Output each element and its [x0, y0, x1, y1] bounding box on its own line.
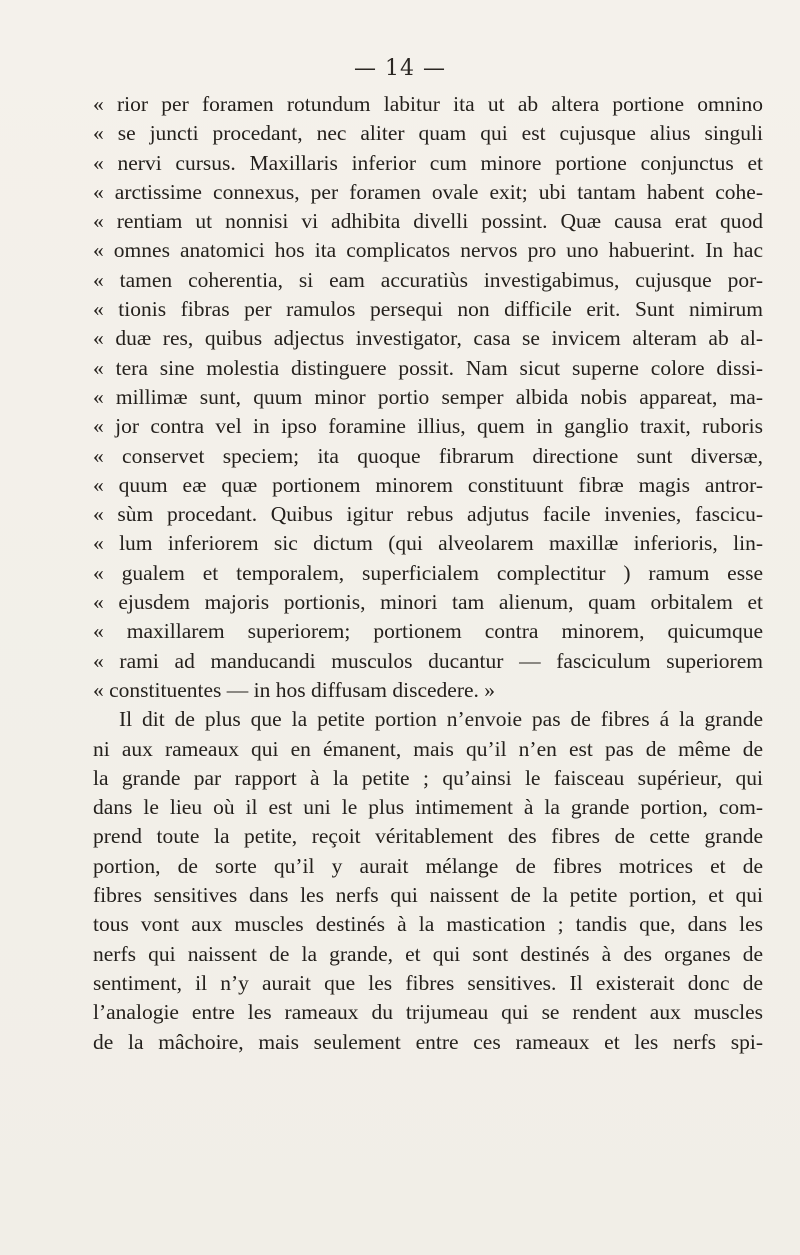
text-line: de la mâchoire, mais seulement entre ces rameaux et les nerfs spi-: [93, 1029, 763, 1054]
text-line: « sùm procedant. Quibus igitur rebus adjutus facile invenies, fascicu-: [93, 502, 763, 527]
text-line: Il dit de plus que la petite portion n’envoie pas de fibres á la grande: [119, 707, 763, 732]
text-line: « conservet speciem; ita quoque fibrarum directione sunt diversæ,: [93, 443, 763, 468]
text-line: « maxillarem superiorem; portionem contra minorem, quicumque: [93, 619, 763, 644]
text-line: « quum eæ quæ portionem minorem constituunt fibræ magis antror-: [93, 472, 763, 497]
text-line: « millimæ sunt, quum minor portio semper albida nobis appareat, ma-: [93, 384, 763, 409]
text-line: « nervi cursus. Maxillaris inferior cum minore portione conjunctus et: [93, 150, 763, 175]
text-line: tous vont aux muscles destinés à la mastication ; tandis que, dans les: [93, 912, 763, 937]
text-line: « rentiam ut nonnisi vi adhibita divelli possint. Quæ causa erat quod: [93, 209, 763, 234]
text-line: l’analogie entre les rameaux du trijumeau qui se rendent aux muscles: [93, 1000, 763, 1025]
french-paragraph: [93, 705, 763, 1057]
text-line: « tera sine molestia distinguere possit. Nam sicut superne colore dissi-: [93, 355, 763, 380]
text-line: « lum inferiorem sic dictum (qui alveolarem maxillæ inferioris, lin-: [93, 531, 763, 556]
text-line: « tionis fibras per ramulos persequi non difficile erit. Sunt nimirum: [93, 297, 763, 322]
text-line: dans le lieu où il est uni le plus intimement à la grande portion, com-: [93, 795, 763, 820]
text-line: « tamen coherentia, si eam accuratiùs investigabimus, cujusque por-: [93, 267, 763, 292]
text-line: « ejusdem majoris portionis, minori tam alienum, quam orbitalem et: [93, 590, 763, 615]
latin-quote: [93, 90, 763, 705]
text-line: portion, de sorte qu’il y aurait mélange de fibres motrices et de: [93, 853, 763, 878]
text-line: « jor contra vel in ipso foramine illius, quem in ganglio traxit, ruboris: [93, 414, 763, 439]
text-line: « rior per foramen rotundum labitur ita ut ab altera portione omnino: [93, 92, 763, 116]
text-line: « rami ad manducandi musculos ducantur — fasciculum superiorem: [93, 648, 763, 673]
text-line: « arctissime connexus, per foramen ovale exit; ubi tantam habent cohe-: [93, 179, 763, 204]
text-line: ni aux rameaux qui en émanent, mais qu’il n’en est pas de même de: [93, 736, 763, 761]
text-line: « constituentes — in hos diffusam discedere. »: [93, 677, 496, 702]
text-line: nerfs qui naissent de la grande, et qui sont destinés à des organes de: [93, 941, 763, 966]
text-line: prend toute la petite, reçoit véritablement des fibres de cette grande: [93, 824, 763, 849]
text-line: « gualem et temporalem, superficialem complectitur ) ramum esse: [93, 560, 763, 585]
page-number: — 14 —: [354, 56, 446, 81]
body-text: [93, 90, 763, 1057]
text-line: fibres sensitives dans les nerfs qui naissent de la petite portion, et qui: [93, 883, 763, 908]
text-line: « se juncti procedant, nec aliter quam qui est cujusque alius singuli: [93, 121, 763, 146]
text-line: « omnes anatomici hos ita complicatos nervos pro uno habuerint. In hac: [93, 238, 763, 263]
text-line: « duæ res, quibus adjectus investigator, casa se invicem alteram ab al-: [93, 326, 763, 351]
text-line: sentiment, il n’y aurait que les fibres sensitives. Il existerait donc de: [93, 970, 763, 995]
text-line: la grande par rapport à la petite ; qu’ainsi le faisceau supérieur, qui: [93, 765, 763, 790]
